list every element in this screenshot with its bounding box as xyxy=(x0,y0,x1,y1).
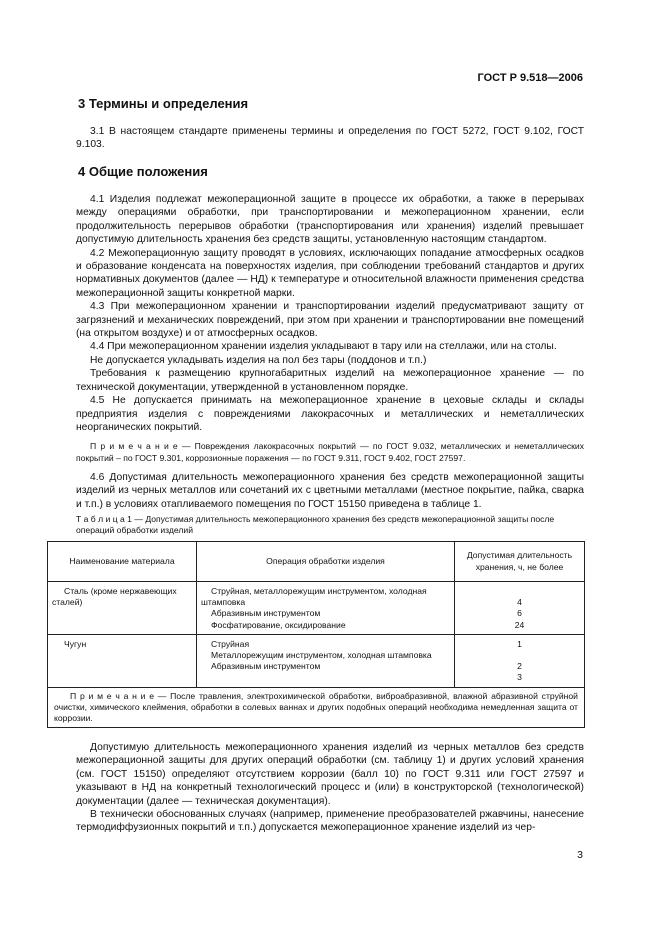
table-row xyxy=(48,582,585,635)
table-note-text: — После травления, электрохимической обработки, виброабразивной, влажной абразивной струйной очистки, химического клеймения, обработки в солевых ваннах и других подобных операций необходима немедленная защита от коррозии. xyxy=(54,690,578,723)
note-label: П р и м е ч а н и е xyxy=(90,441,178,452)
paragraph: Допустимую длительность межоперационного хранения изделий из черных металлов без средств межоперационной защиты для других операций обработки (см. таблицу 1) и других условий хранения (см. ГОСТ 15150) определяют отсутствием коррозии (балл 10) по ГОСТ 9.311 или ГОСТ 27597 и указывают в НД на конкретный технологический процесс и (или) в конструкторской (технологической) документации (далее — техническая документация). xyxy=(76,742,584,807)
table-1-caption xyxy=(76,514,584,536)
section-4-body xyxy=(76,193,584,511)
table-cell-operations xyxy=(197,582,455,635)
table-operation: Металлорежущим инструментом, холодная штамповка xyxy=(211,650,432,661)
clause-4-4: 4.4 При межоперационном хранении изделия укладывают в тару или на стеллажи, или на столы. xyxy=(90,341,557,353)
table-operation: Абразивным инструментом xyxy=(211,608,321,619)
table-operation: Струйная, металлорежущим инструментом, холодная штамповка xyxy=(201,586,427,608)
table-cell-operations xyxy=(197,634,455,687)
clause-4-4-c: Требования к размещению крупногабаритных изделий на межоперационное хранение — по технической документации, утвержденной в установленном порядке. xyxy=(76,368,584,393)
table-caption-label: Т а б л и ц а 1 xyxy=(76,514,132,524)
clause-4-5: 4.5 Не допускается принимать на межоперационное хранение в цеховые склады и склады предприятия изделия с повреждениями лакокрасочных и металлических и неметаллических неорганических покрытий. xyxy=(76,395,584,433)
clause-4-4-b: Не допускается укладывать изделия на пол без тары (поддонов и т.п.) xyxy=(90,354,427,366)
table-operation: Струйная xyxy=(211,638,250,649)
clause-4-2: 4.2 Межоперационную защиту проводят в условиях, исключающих попадание атмосферных осадков и образование конденсата на поверхностях изделия, при соблюдении требований стандартов и других нормативных документов (далее — НД) к температуре и относительной влажности применения средства межоперационной защиты конкретной марки. xyxy=(76,247,584,299)
after-table-body xyxy=(76,741,584,835)
table-hours-value: 6 xyxy=(517,608,522,619)
table-cell-material: Сталь (кроме нержавеющих сталей) xyxy=(48,582,197,635)
table-operation: Фосфатирование, оксидирование xyxy=(211,619,346,630)
table-hours-value: 2 xyxy=(517,661,522,672)
table-cell-material: Чугун xyxy=(48,634,197,687)
section-3-body xyxy=(76,125,584,152)
note-text: — Повреждения лакокрасочных покрытий — по ГОСТ 9.032, металлических и неметаллических покрытий – по ГОСТ 9.301, коррозионные поражения — по ГОСТ 9.311, ГОСТ 9.402, ГОСТ 27597. xyxy=(76,441,585,463)
clause-3-1: 3.1 В настоящем стандарте применены термины и определения по ГОСТ 5272, ГОСТ 9.102, ГОСТ 9.103. xyxy=(76,126,584,151)
section-4-title: 4 Общие положения xyxy=(78,164,208,179)
table-note xyxy=(48,687,585,728)
table-cell-hours xyxy=(455,634,585,687)
table-header-row xyxy=(48,542,585,582)
table-hours-value: 4 xyxy=(517,597,522,608)
clause-4-3: 4.3 При межоперационном хранении и транспортировании изделий предусматривают защиту от загрязнений и механических повреждений, при этом при хранении и транспортировании вне помещений (на открытом воздухе) и от атмосферных осадков. xyxy=(76,301,584,340)
table-caption-text: — Допустимая длительность межоперационного хранения без средств межоперационной защиты после операций обработки изделий xyxy=(76,514,555,535)
table-hours-value: 24 xyxy=(514,619,525,630)
note-4-5 xyxy=(76,441,584,463)
table-header-material: Наименование материала xyxy=(48,542,197,582)
document-id: ГОСТ Р 9.518—2006 xyxy=(477,72,583,84)
table-row xyxy=(48,634,585,687)
table-operation: Абразивным инструментом xyxy=(211,661,321,672)
table-note-row xyxy=(48,687,585,728)
table-header-operation: Операция обработки изделия xyxy=(197,542,455,582)
section-3-title: 3 Термины и определения xyxy=(78,96,249,111)
table-1 xyxy=(47,541,585,728)
page-number: 3 xyxy=(577,849,583,861)
table-header-duration: Допустимая длительность хранения, ч, не более xyxy=(455,542,585,582)
table-hours-value: 1 xyxy=(517,638,522,649)
table-hours-value: 3 xyxy=(517,672,522,683)
paragraph: В технически обоснованных случаях (например, применение преобразователей ржавчины, нанесение термодиффузионных покрытий и т.п.) допускается межоперационное хранение изделий из чер- xyxy=(76,809,584,834)
table-cell-hours xyxy=(455,582,585,635)
table-note-label: П р и м е ч а н и е xyxy=(70,690,155,701)
clause-4-6: 4.6 Допустимая длительность межоперационного хранения без средств межоперационной защиты изделий из черных металлов или сочетаний их с цветными металлами (местное покрытие, пайка, сварка и т.п.) в условиях отапливаемого помещения по ГОСТ 15150 приведена в таблице 1. xyxy=(76,471,584,510)
clause-4-1: 4.1 Изделия подлежат межоперационной защите в процессе их обработки, а также в перерывах между операциями обработки, при транспортировании и межоперационном хранении, если продолжительность перерывов обработки (транспортирования или хранения) изделий превышает допустимую длительность хранения без средств защиты, установленную настоящим стандартом. xyxy=(76,194,584,246)
